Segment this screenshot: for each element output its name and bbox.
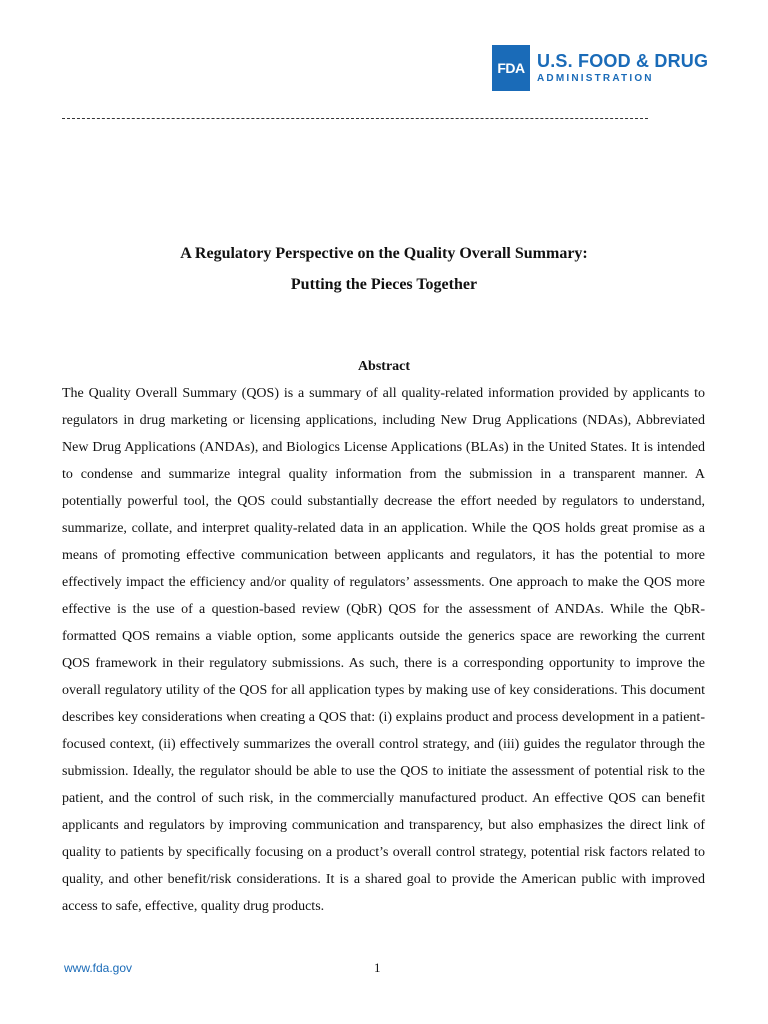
abstract-body: The Quality Overall Summary (QOS) is a summary of all quality-related information provided by applicants to regulators in drug marketing or licensing applications, including New Drug Applications (NDAs), Abbreviated New Drug Applications (ANDAs), and Biologics License Applications (BLAs) in the United States. It is intended to condense and summarize integral quality information from the submission in a transparent manner. A potentially powerful tool, the QOS could substantially decrease the effort needed by regulators to understand, summarize, collate, and interpret quality-related data in an application. While the QOS holds great promise as a means of promoting effective communication between applicants and regulators, it has the potential to more effectively impact the efficiency and/or quality of regulators’ assessments. One approach to make the QOS more effective is the use of a question-based review (QbR) QOS for the assessment of ANDAs. While the QbR-formatted QOS remains a viable option, some applicants outside the generics space are reworking the current QOS framework in their regulatory submissions. As such, there is a corresponding opportunity to improve the overall regulatory utility of the QOS for all application types by making use of key considerations. This document describes key considerations when creating a QOS that: (i) explains product and process development in a patient-focused context, (ii) effectively summarizes the overall control strategy, and (iii) guides the regulator through the submission. Ideally, the regulator should be able to use the QOS to initiate the assessment of potential risk to the patient, and the control of such risk, in the commercially manufactured product. An effective QOS can benefit applicants and regulators by improving communication and transparency, but also emphasizes the direct link of quality to patients by specifically focusing on a product’s overall control strategy, potential risk factors related to quality, and other benefit/risk considerations. It is a shared goal to provide the American public with improved access to safe, effective, quality drug products. — [62, 386, 705, 914]
abstract-heading: Abstract — [357, 359, 411, 374]
document-title-line2: Putting the Pieces Together — [290, 276, 478, 293]
logo-line-administration: ADMINISTRATION — [537, 73, 654, 84]
header-divider — [62, 118, 648, 119]
fda-logo — [492, 45, 708, 91]
page-number: 1 — [374, 960, 381, 975]
logo-line-agency: U.S. FOOD & DRUG — [537, 51, 709, 71]
document-title-line1: A Regulatory Perspective on the Quality Overall Summary: — [180, 245, 588, 262]
footer-website-link[interactable]: www.fda.gov — [64, 961, 133, 975]
fda-logo-mark: FDA — [492, 45, 530, 91]
fda-logo-wordmark — [537, 45, 708, 86]
